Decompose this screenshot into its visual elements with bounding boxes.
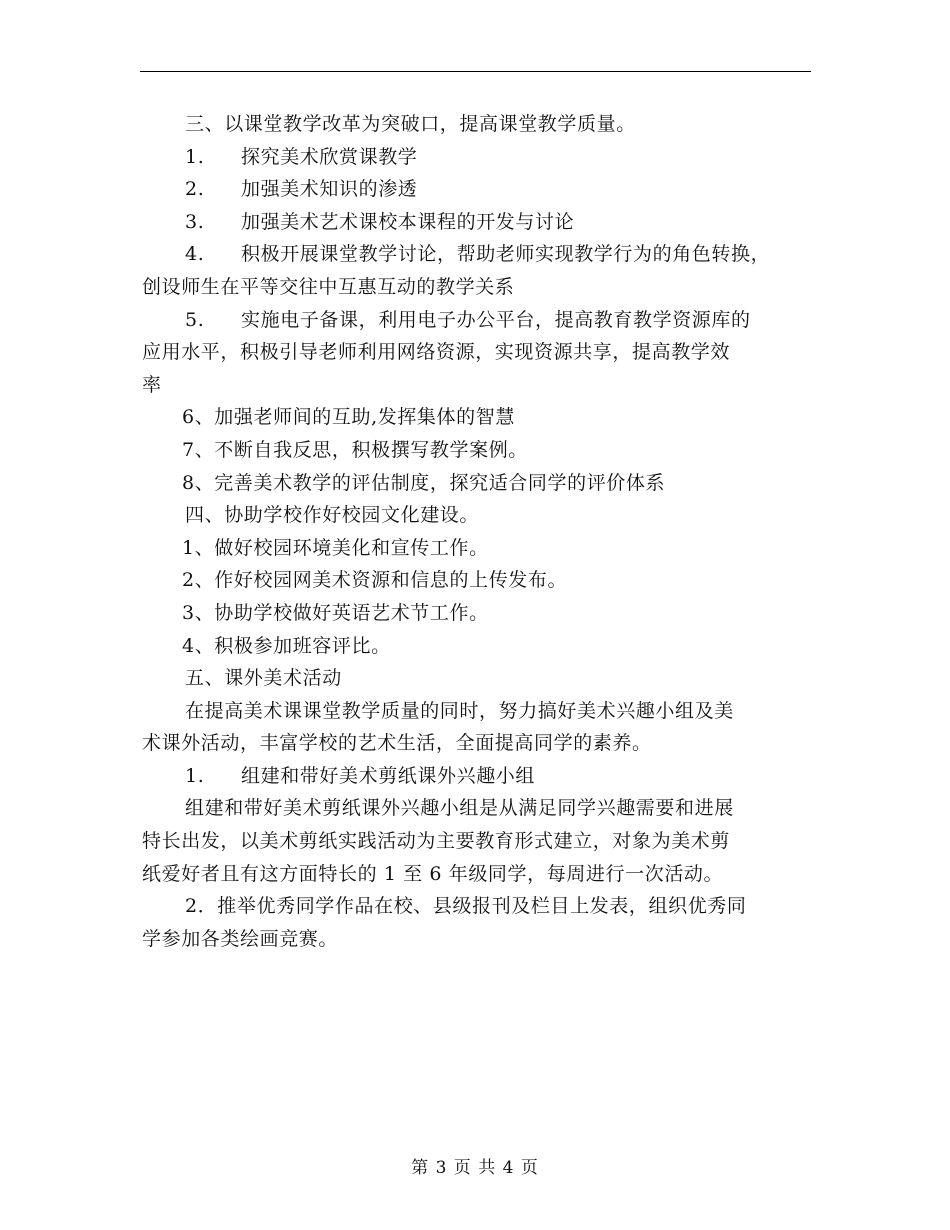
list-item: 7、不断自我反思，积极撰写教学案例。 — [182, 438, 528, 461]
paragraph-line: 组建和带好美术剪纸课外兴趣小组是从满足同学兴趣需要和进展 — [185, 797, 734, 820]
list-item: 8、完善美术教学的评估制度，探究适合同学的评价体系 — [182, 471, 666, 494]
list-item — [142, 760, 822, 793]
list-number: 4. — [185, 243, 205, 266]
list-item: 3、协助学校做好英语艺术节工作。 — [182, 601, 489, 624]
paragraph-line: 特长出发，以美术剪纸实践活动为主要教育形式建立，对象为美术剪 — [142, 830, 731, 853]
list-item-text: 积极开展课堂教学讨论，帮助老师实现教学行为的角色转换， — [241, 243, 771, 266]
document-body — [142, 108, 822, 955]
paragraph-line: 率 — [142, 373, 162, 396]
paragraph-line: 创设师生在平等交往中互惠互动的教学关系 — [142, 275, 515, 298]
list-item — [142, 141, 822, 174]
paragraph-line: 2．推举优秀同学作品在校、县级报刊及栏目上发表，组织优秀同 — [185, 895, 747, 918]
header-rule — [140, 71, 811, 72]
list-item: 2、作好校园网美术资源和信息的上传发布。 — [182, 569, 568, 592]
paragraph-line: 学参加各类绘画竞赛。 — [142, 927, 339, 950]
list-item — [142, 173, 822, 206]
list-item-text: 组建和带好美术剪纸课外兴趣小组 — [241, 764, 536, 787]
list-number: 3. — [185, 210, 205, 233]
list-number: 1. — [185, 764, 205, 787]
list-number: 2. — [185, 178, 205, 201]
list-item-text: 加强美术知识的渗透 — [241, 178, 418, 201]
paragraph-line: 在提高美术课课堂教学质量的同时，努力搞好美术兴趣小组及美 — [185, 699, 734, 722]
list-item: 6、加强老师间的互助,发挥集体的智慧 — [182, 406, 515, 429]
list-item-text: 加强美术艺术课校本课程的开发与讨论 — [241, 210, 575, 233]
list-item: 1、做好校园环境美化和宣传工作。 — [182, 536, 489, 559]
list-item: 4、积极参加班容评比。 — [182, 634, 391, 657]
section-heading-4: 四、协助学校作好校园文化建设。 — [185, 504, 480, 527]
section-heading-3: 三、以课堂教学改革为突破口，提高课堂教学质量。 — [185, 113, 636, 135]
section-heading-5: 五、课外美术活动 — [185, 667, 342, 690]
list-number: 1. — [185, 145, 205, 168]
paragraph-line: 应用水平，积极引导老师利用网络资源，实现资源共享，提高教学效 — [142, 341, 731, 364]
list-item — [142, 238, 822, 271]
list-item — [142, 304, 822, 337]
paragraph-line: 纸爱好者且有这方面特长的 1 至 6 年级同学，每周进行一次活动。 — [142, 862, 724, 885]
list-item-text: 探究美术欣赏课教学 — [241, 145, 418, 168]
list-number: 5. — [185, 308, 205, 331]
page-number-footer: 第 3 页 共 4 页 — [411, 1158, 539, 1178]
list-item — [142, 206, 822, 239]
list-item-text: 实施电子备课，利用电子办公平台，提高教育教学资源库的 — [241, 308, 751, 331]
paragraph-line: 术课外活动，丰富学校的艺术生活，全面提高同学的素养。 — [142, 732, 652, 755]
